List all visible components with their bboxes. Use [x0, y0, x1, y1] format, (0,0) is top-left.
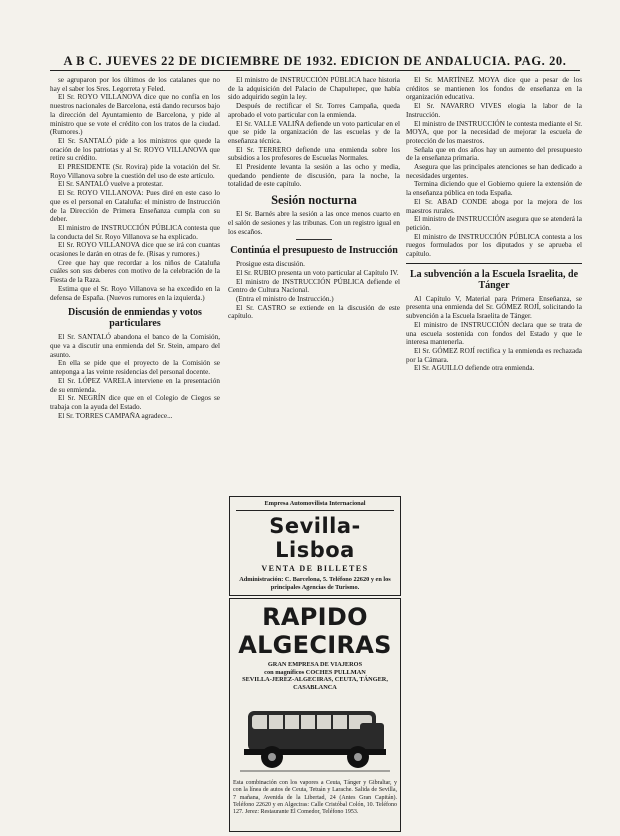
section-title-enmiendas: Discusión de enmiendas y votos particulares: [68, 307, 202, 330]
paragraph: El ministro de INSTRUCCIÓN declara que se trata de una escuela sostenida con fondos del Estado y que le interesa mantenerla.: [406, 320, 582, 347]
paragraph: El Sr. SANTALÓ pide a los ministros que quede la oración de los patriotas y al Sr. ROYO VILLANOVA que retire su crédito.: [50, 136, 220, 163]
advertisement-rapido-algeciras: [229, 598, 401, 832]
paragraph: El ministro de INSTRUCCIÓN asegura que se atenderá la petición.: [406, 215, 582, 232]
page-header: A B C. JUEVES 22 DE DICIEMBRE DE 1932. EDICION DE ANDALUCIA. PAG. 20.: [63, 54, 567, 68]
section-title-presupuesto: Continúa el presupuesto de Instrucción: [230, 245, 398, 257]
ad-subtitle: VENTA DE BILLETES: [261, 564, 369, 574]
paragraph: El Sr. TERRERO defiende una enmienda sobre los subsidios a los profesores de Escuelas Normales.: [228, 145, 400, 163]
paragraph: El Sr. Barnés abre la sesión a las once menos cuarto en el salón de sesiones y las tribunas. Con un registro igual en los escaños.: [228, 210, 400, 236]
paragraph: Estima que el Sr. Royo Villanova se ha excedido en la defensa de España. (Nuevos rumores en la izquierda.): [50, 284, 220, 302]
paragraph: El ministro de INSTRUCCIÓN PÚBLICA defiende el Centro de Cultura Nacional.: [228, 277, 400, 295]
paragraph: Asegura que las principales atenciones se han dedicado a necesidades urgentes.: [406, 163, 582, 180]
paragraph: El Sr. NAVARRO VIVES elogia la labor de la Instrucción.: [406, 102, 582, 119]
paragraph: El Sr. ROYO VILLANOVA dice que no confía en los nuestros nacionales de Barcelona, está dando recursos bajo la dirección del Ayuntamiento de Barcelona, y pide al ministro que se vote el crédito con los tratos de la ciudad. (Rumores.): [50, 93, 220, 137]
paragraph: Prosigue esta discusión.: [236, 260, 305, 269]
paragraph: se agruparon por los últimos de los catalanes que no hay el saber los Sres. Legorreta y Feled.: [50, 76, 220, 93]
column-3: [406, 76, 582, 836]
paragraph: El Sr. SANTALÓ abandona el banco de la Comisión, que va a discutir una enmienda del Sr. Stein, amparo del asunto.: [50, 333, 220, 359]
ad-footer: Esta combinación con los vapores a Ceuta, Tánger y Gibraltar, y con la línea de autos de Ceuta, Tetuán y Larache. Salida de Sevilla, 7 mañana, Avenida de la Libertad, 24 (Antes Gran Capitán). Teléfono 22620 y en Algeciras: Calle Cristóbal Colón, 10. Teléfono 127. Jerez: Restaurante El Comedor, Teléfono 1953.: [233, 780, 397, 815]
column-1: [50, 76, 220, 836]
ad-body: Administración: C. Barcelona, 5. Teléfono 22620 y en los principales Agencias de Turismo.: [239, 576, 391, 591]
paragraph: El Sr. VALLE VALIÑA defiende un voto particular en el que se pide la organización de las escuelas y de la enseñanza técnica.: [228, 119, 400, 145]
paragraph: El Sr. CASTRO se extiende en la discusión de este capítulo.: [228, 303, 400, 321]
paragraph: El ministro de INSTRUCCIÓN PÚBLICA hace historia de la adquisición del Palacio de Chapultepec, que había sido adquirido según la ley.: [228, 76, 400, 102]
paragraph: Después de rectificar el Sr. Torres Campaña, queda aprobado el voto particular con la enmienda.: [228, 102, 400, 119]
section-title-sesion-nocturna: Sesión nocturna: [271, 193, 357, 208]
paragraph: El Sr. ROYO VILLANOVA dice que se irá con cuantas ocasiones le darán en otras de fe. (Risas y rumores.): [50, 241, 220, 259]
paragraph: El Sr. ABAD CONDE aboga por la mejora de los maestros rurales.: [406, 197, 582, 215]
paragraph: (Entra el ministro de Instrucción.): [236, 295, 334, 304]
paragraph: El Presidente levanta la sesión a las ocho y media, quedando pendiente de discusión, para la noche, la totalidad de este capítulo.: [228, 163, 400, 189]
paragraph: El Sr. AGUILLO defiende otra enmienda.: [414, 364, 535, 373]
paragraph: El Sr. SANTALÓ vuelve a protestar.: [58, 180, 164, 189]
paragraph: El Sr. RUBIO presenta un voto particular al Capítulo IV.: [236, 268, 399, 277]
paragraph: En ella se pide que el proyecto de la Comisión se anteponga a las veinte residencias del personal docente.: [50, 359, 220, 377]
paragraph: El Sr. MARTÍNEZ MOYA dice que a pesar de los créditos se mantienen los fondos de enseñanza en la organización educativa.: [406, 76, 582, 102]
paragraph: Al Capítulo V, Material para Primera Enseñanza, se presenta una enmienda del Sr. GÓMEZ ROJÍ, solicitando la subvención a la Escuela Israelita de Tánger.: [406, 294, 582, 321]
paragraph: El Sr. ROYO VILLANOVA: Pues diré en este caso lo que es el personal en Cataluña: el ministro de Instrucción de la Dirección de Primera Enseñanza cumpla con su deber.: [50, 189, 220, 224]
ad-line: GRAN EMPRESA DE VIAJEROS: [267, 661, 363, 668]
paragraph: El Sr. LÓPEZ VARELA interviene en la presentación de su enmienda.: [50, 376, 220, 394]
section-title-escuela-israelita: La subvención a la Escuela Israelita, de Tánger: [409, 268, 579, 291]
separator: [296, 239, 332, 240]
paragraph: El Sr. GÓMEZ ROJÍ rectifica y la enmienda es rechazada por la Cámara.: [406, 346, 582, 364]
paragraph: El ministro de INSTRUCCIÓN PÚBLICA contesta que la conducta del Sr. Royo Villanova se ha explicado.: [50, 223, 220, 241]
ad-line: con magníficos COCHES PULLMAN: [264, 668, 366, 676]
ad-line: SEVILLA-JEREZ-ALGECIRAS, CEUTA, TÁNGER, CASABLANCA: [242, 676, 388, 691]
advertisement-sevilla-lisboa: [229, 496, 401, 596]
paragraph: Señala que en dos años hay un aumento del presupuesto de la enseñanza primaria.: [406, 145, 582, 163]
ad-top-line: Empresa Automovilista Internacional: [264, 500, 366, 507]
paragraph: El ministro de INSTRUCCIÓN PÚBLICA contesta a los ruegos formulados por los diputados y se aprueba el capítulo.: [406, 232, 582, 259]
paragraph: El Sr. NEGRÍN dice que en el Colegio de Ciegos se trabaja con la ayuda del Estado.: [50, 394, 220, 411]
bus-illustration: [240, 693, 390, 778]
ad-title: Sevilla-Lisboa: [269, 514, 361, 563]
paragraph: Termina diciendo que el Gobierno quiere la extensión de la enseñanza pública en toda España.: [406, 180, 582, 198]
ad-title: RAPIDO ALGECIRAS: [238, 603, 392, 659]
paragraph: El ministro de INSTRUCCIÓN le contesta mediante el Sr. MOYA, que por la necesidad de mejorar la escuela de protección de los maestros.: [406, 119, 582, 145]
paragraph: El Sr. TORRES CAMPAÑA agradece...: [58, 411, 173, 420]
paragraph: El PRESIDENTE (Sr. Rovira) pide la votación del Sr. Royo Villanova sobre la cuestión del uso de este artículo.: [50, 163, 220, 180]
paragraph: Cree que hay que recordar a los niños de Cataluña cuáles son sus deberes con motivo de la celebración de la Fiesta de la Raza.: [50, 258, 220, 285]
header-rule: [50, 70, 580, 71]
